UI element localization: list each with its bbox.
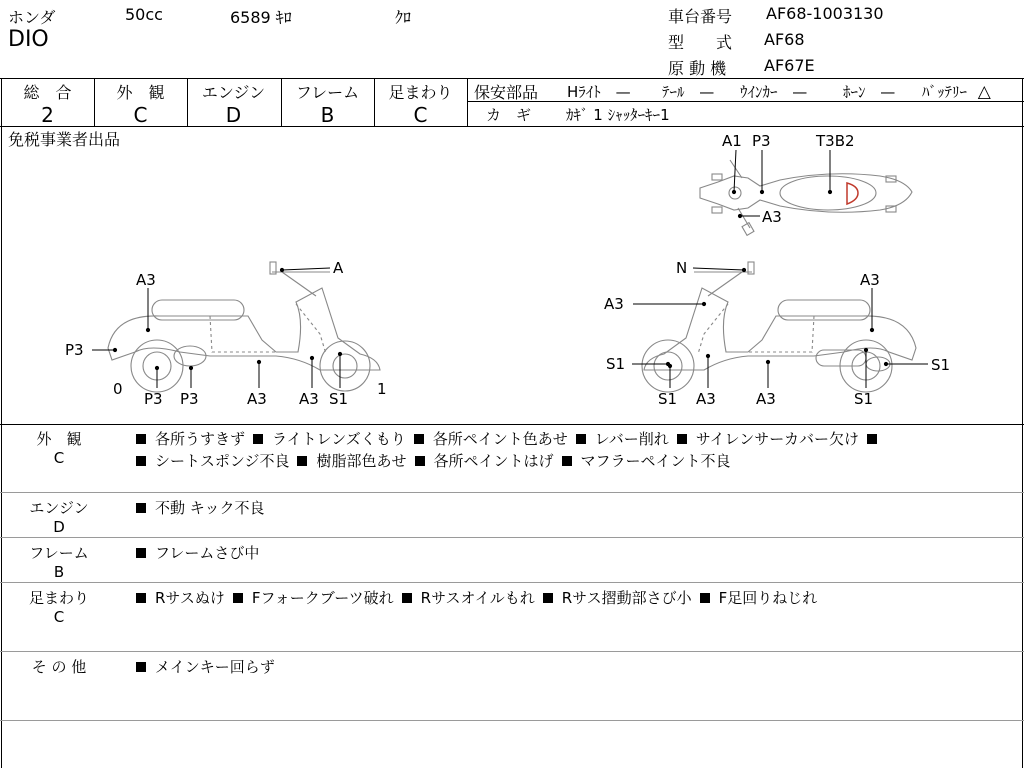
comment-line	[136, 656, 283, 677]
bullet-square	[233, 593, 243, 603]
key-value: ｶｷﾞ 1 ｼｬｯﾀｰｷｰ1	[566, 106, 670, 124]
bullet-square	[136, 662, 146, 672]
diagram-label: N	[676, 259, 688, 277]
comment-text: ライトレンズくもり	[272, 430, 406, 448]
bullet-square	[867, 434, 877, 444]
comment-item	[136, 428, 245, 449]
safety-item-mark: △	[977, 82, 991, 102]
comment-text: 各所ペイントはげ	[433, 452, 554, 470]
comment-item	[297, 450, 406, 471]
bullet-square	[136, 434, 146, 444]
comment-text: Fフォークブーツ破れ	[251, 589, 394, 607]
type-label: 型 式	[668, 33, 733, 52]
diagram-label: S1	[931, 356, 951, 374]
engine-model-value: AF67E	[764, 56, 815, 75]
comment-text: シートスポンジ不良	[155, 452, 290, 470]
diagram-label: P3	[65, 341, 84, 359]
comment-text: 不動 キック不良	[155, 499, 265, 517]
grade-cell	[187, 78, 280, 126]
model-name: DIO	[8, 27, 49, 52]
comment-item	[562, 450, 731, 471]
bullet-square	[562, 456, 572, 466]
safety-item-name: Hﾗｲﾄ	[567, 83, 601, 101]
mileage: 6589 ｷﾛ	[230, 8, 292, 27]
comment-item	[136, 542, 259, 563]
comment-text: Rサス摺動部さび小	[561, 589, 692, 607]
comment-text: 各所ペイント色あせ	[432, 430, 568, 448]
safety-item-mark: —	[615, 83, 631, 101]
comment-text: フレームさび中	[155, 544, 260, 562]
grade-value: C	[133, 103, 148, 127]
section-grade: C	[53, 449, 65, 467]
comment-text: F足回りねじれ	[718, 589, 818, 607]
diagram-label: A3	[299, 390, 319, 408]
diagram-label: S1	[606, 355, 626, 373]
diagram-label: S1	[329, 390, 349, 408]
diagram-label: T3B2	[816, 132, 855, 150]
scooter-top-view	[700, 160, 912, 235]
safety-item-name: ｳｲﾝｶｰ	[740, 83, 778, 101]
comment-text: レバー削れ	[594, 430, 669, 448]
color: ｸﾛ	[395, 8, 412, 27]
diagram-label: S1	[658, 390, 678, 408]
comment-item	[576, 428, 669, 449]
maker-name: ホンダ	[8, 8, 56, 27]
diagram-label: S1	[854, 390, 874, 408]
grade-label: 外 観	[116, 83, 165, 102]
comment-item	[233, 587, 394, 608]
section-title: そ の 他	[31, 658, 87, 676]
diagram-label: A3	[762, 208, 782, 226]
comment-text: 樹脂部色あせ	[316, 452, 407, 470]
grade-label: エンジン	[201, 83, 266, 102]
bullet-square	[136, 503, 146, 513]
grade-value: D	[225, 103, 242, 127]
section-grade: D	[53, 518, 65, 536]
comment-line	[136, 542, 267, 563]
bullet-square	[414, 434, 424, 444]
bullet-square	[543, 593, 553, 603]
bullet-square	[253, 434, 263, 444]
comment-text: サイレンサーカバー欠け	[695, 430, 859, 448]
engine-model-label: 原 動 機	[668, 59, 727, 78]
diagram-label: 0	[113, 380, 123, 398]
frame-number: AF68-1003130	[766, 4, 884, 23]
frame-number-label: 車台番号	[668, 7, 733, 26]
safety-item-winker	[740, 81, 807, 102]
comment-text: マフラーペイント不良	[580, 452, 731, 470]
grade-label: 足まわり	[388, 83, 453, 102]
comment-item	[136, 450, 289, 471]
comment-item	[414, 428, 568, 449]
bullet-square	[415, 456, 425, 466]
section-grade: B	[53, 563, 65, 581]
comment-text: Rサスオイルもれ	[420, 589, 535, 607]
safety-item-mark: —	[699, 83, 715, 101]
section-title: エンジン	[29, 499, 89, 517]
safety-item-horn	[843, 81, 895, 102]
comment-item	[402, 587, 535, 608]
diagram-label: A1	[722, 132, 742, 150]
bullet-square	[136, 456, 146, 466]
safety-item-name: ﾊﾞｯﾃﾘｰ	[922, 83, 968, 101]
bullet-square	[576, 434, 586, 444]
safety-parts-label: 保安部品	[474, 83, 539, 102]
safety-item-mark: —	[880, 83, 896, 101]
comment-item	[253, 428, 406, 449]
grade-value: C	[413, 103, 428, 127]
grade-cell	[281, 78, 374, 126]
tax-exempt-note: 免税事業者出品	[8, 130, 121, 149]
diagram-label: P3	[752, 132, 771, 150]
comment-text: メインキー回らず	[155, 658, 275, 676]
comment-line	[136, 587, 825, 608]
safety-item-name: ﾃｰﾙ	[662, 83, 685, 101]
grade-cell	[374, 78, 467, 126]
comment-item	[136, 497, 264, 518]
comment-item	[136, 587, 225, 608]
grade-cell	[1, 78, 94, 126]
section-title: フレーム	[29, 544, 89, 562]
comment-line	[136, 497, 272, 518]
bullet-square	[700, 593, 710, 603]
diagram-label: A	[333, 259, 344, 277]
diagram-label: A3	[604, 295, 624, 313]
section-grade: C	[53, 608, 65, 626]
bullet-square	[297, 456, 307, 466]
diagram-label: P3	[180, 390, 199, 408]
comment-item	[543, 587, 692, 608]
safety-item-battery	[922, 81, 991, 102]
bullet-square	[136, 593, 146, 603]
safety-item-headlight	[567, 81, 631, 102]
comment-item	[136, 656, 275, 677]
grade-value: 2	[41, 103, 54, 127]
comment-line	[136, 428, 886, 449]
diagram-label: A3	[860, 271, 880, 289]
diagram-label: 1	[377, 380, 387, 398]
diagram-label: A3	[136, 271, 156, 289]
comment-text: 各所うすきず	[155, 430, 246, 448]
bullet-square	[402, 593, 412, 603]
comment-item	[677, 428, 859, 449]
diagram-label: A3	[756, 390, 776, 408]
comment-item	[700, 587, 818, 608]
grade-label: 総 合	[23, 83, 72, 102]
grade-value: B	[320, 103, 335, 127]
comment-text: Rサスぬけ	[155, 589, 225, 607]
diagram-label: A3	[247, 390, 267, 408]
comment-line	[136, 450, 739, 471]
section-title: 外 観	[36, 430, 82, 448]
grade-label: フレーム	[295, 83, 360, 102]
safety-item-taillight	[662, 81, 714, 102]
type-value: AF68	[764, 30, 805, 49]
diagram-label: A3	[696, 390, 716, 408]
bullet-square	[677, 434, 687, 444]
key-label: カ ギ	[486, 106, 532, 124]
bullet-square	[136, 548, 146, 558]
displacement: 50cc	[125, 5, 163, 24]
diagram-label: P3	[144, 390, 163, 408]
section-title: 足まわり	[28, 589, 89, 607]
safety-item-name: ﾎｰﾝ	[843, 83, 866, 101]
comment-item	[415, 450, 554, 471]
grade-cell	[94, 78, 187, 126]
damage-diagram	[0, 127, 1024, 424]
safety-item-mark: —	[792, 83, 808, 101]
